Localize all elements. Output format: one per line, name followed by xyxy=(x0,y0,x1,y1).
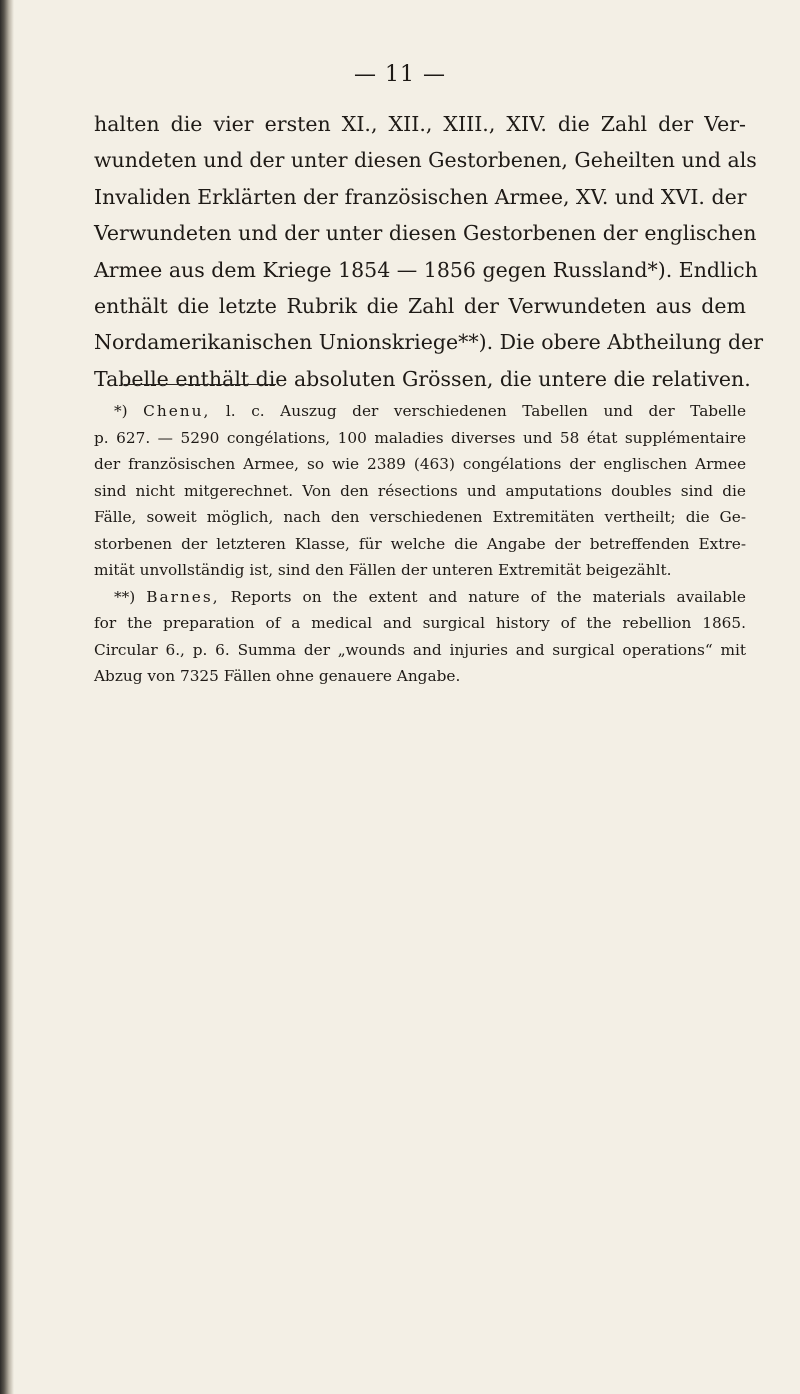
footnote-2-author: Barnes, xyxy=(146,587,220,606)
text-line: Nordamerikanischen Unionskriege**). Die obere Abtheilung der xyxy=(94,330,764,355)
footnote-line: der französischen Armee, so wie 2389 (463) congélations der englischen Armee xyxy=(94,455,746,473)
text-line: Invaliden Erklärten der französischen Armee, XV. und XVI. der xyxy=(94,184,747,209)
text-line: Tabelle enthält die absoluten Grössen, die untere die relativen. xyxy=(94,366,751,391)
footnote-line: Fälle, soweit möglich, nach den verschiedenen Extremitäten vertheilt; die Ge- xyxy=(94,508,746,526)
footnote-line: Abzug von 7325 Fällen ohne genauere Angabe. xyxy=(94,667,461,685)
footnote-line: sind nicht mitgerechnet. Von den résections und amputations doubles sind die xyxy=(94,481,746,500)
footnote-line: storbenen der letzteren Klasse, für welche die Angabe der betreffenden Extre- xyxy=(94,534,746,553)
footnote-separator xyxy=(124,384,276,385)
page-number: — 11 — xyxy=(354,62,446,87)
text-line: wundeten und der unter diesen Gestorbenen, Geheilten und als xyxy=(94,148,757,173)
footnote-2-first-rest: Reports on the extent and nature of the materials available xyxy=(219,587,746,606)
footnote-2-first-line xyxy=(94,584,746,611)
footnote-line: mität unvollständig ist, sind den Fällen der unteren Extremität beigezählt. xyxy=(94,561,672,579)
text-line: Verwundeten und der unter diesen Gestorbenen der englischen xyxy=(94,221,757,246)
text-line: halten die vier ersten XI., XII., XIII., XIV. die Zahl der Ver- xyxy=(94,112,746,136)
text-line: Armee aus dem Kriege 1854 — 1856 gegen Russland*). Endlich xyxy=(94,257,758,282)
footnote-2-marker: **) xyxy=(114,587,147,606)
page-binding-edge xyxy=(0,0,14,1394)
footnote-1-author: Chenu, xyxy=(143,402,211,420)
main-paragraph xyxy=(94,106,764,397)
footnotes xyxy=(94,398,746,690)
footnote-1-first-rest: l. c. Auszug der verschiedenen Tabellen und der Tabelle xyxy=(210,402,746,420)
footnote-line: Circular 6., p. 6. Summa der „wounds and injuries and surgical operations“ mit xyxy=(94,640,746,659)
footnote-line: p. 627. — 5290 congélations, 100 maladies diverses und 58 état supplémentaire xyxy=(94,428,746,447)
footnote-1-marker: *) xyxy=(114,402,144,420)
text-line: enthält die letzte Rubrik die Zahl der Verwundeten aus dem xyxy=(94,294,746,319)
footnote-1-first-line xyxy=(94,398,746,425)
footnote-line: for the preparation of a medical and surgical history of the rebellion 1865. xyxy=(94,614,746,632)
